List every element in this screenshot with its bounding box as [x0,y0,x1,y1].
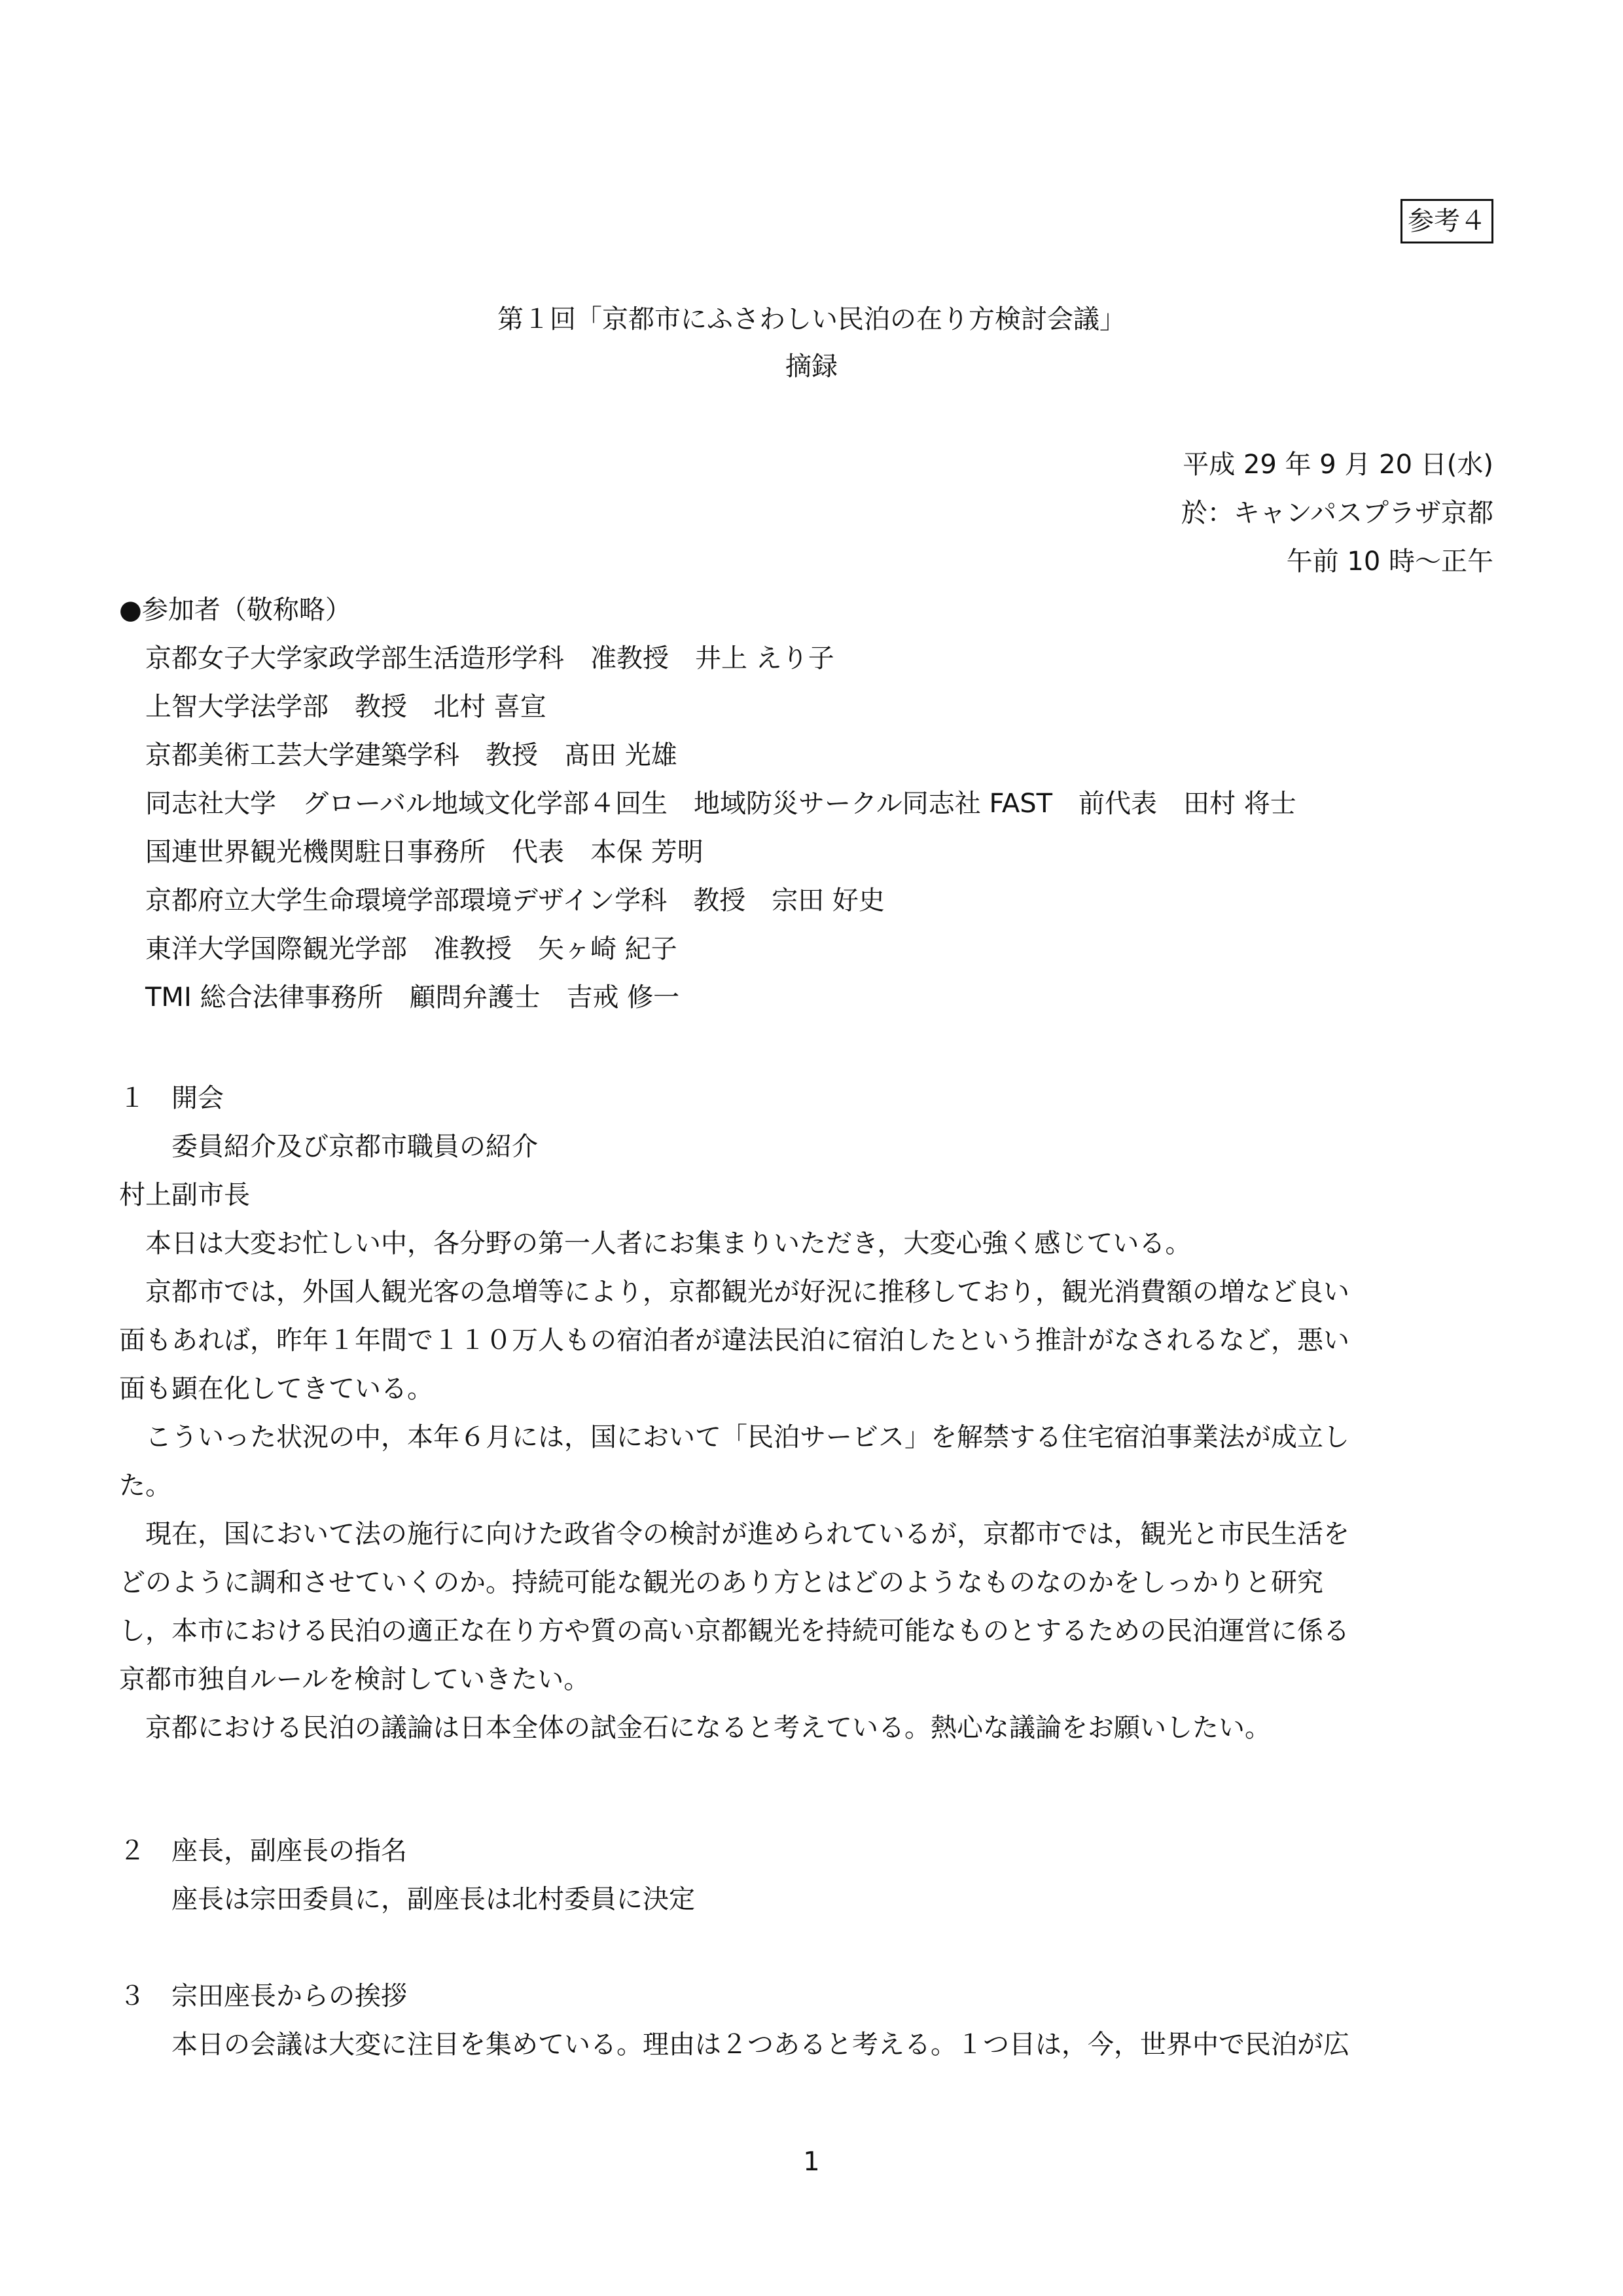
participant-item: 京都美術工芸大学建築学科 教授 髙田 光雄 [145,740,677,770]
participant-item: 国連世界観光機関駐日事務所 代表 本保 芳明 [145,837,704,867]
participants-list [145,635,1296,1022]
section-1-body [119,1220,1349,1753]
meeting-time: 午前 10 時～正午 [1286,547,1493,577]
section-3-heading: ３ 宗田座長からの挨拶 [119,1981,407,2011]
body-line: 京都市独自ルールを検討していきたい。 [119,1664,590,1695]
participants-heading: ●参加者（敬称略） [119,595,351,625]
meeting-place: 於：キャンパスプラザ京都 [1181,498,1493,528]
participant-item: TMI 総合法律事務所 顧問弁護士 吉戒 修一 [145,982,680,1013]
body-line: 京都における民泊の議論は日本全体の試金石になると考えている。熱心な議論をお願いしたい。 [145,1713,1271,1743]
document-subtitle: 摘録 [785,351,838,382]
body-line: し，本市における民泊の適正な在り方や質の高い京都観光を持続可能なものとするための民泊運営に係る [119,1616,1349,1646]
meeting-date: 平成 29 年 9 月 20 日(水) [1183,450,1493,480]
section-1-heading: １ 開会 [119,1083,224,1113]
body-line: 面も顕在化してきている。 [119,1374,433,1404]
body-line: 京都市では，外国人観光客の急増等により，京都観光が好況に推移しており，観光消費額の増など良い [145,1277,1349,1307]
section-2-heading: ２ 座長，副座長の指名 [119,1836,407,1866]
body-line: 本日は大変お忙しい中，各分野の第一人者にお集まりいただき，大変心強く感じている。 [145,1229,1192,1259]
section-3-body: 本日の会議は大変に注目を集めている。理由は２つあると考える。１つ目は，今，世界中で民泊が広 [171,2030,1349,2060]
participant-item: 京都女子大学家政学部生活造形学科 准教授 井上 えり子 [145,643,834,673]
reference-label: 参考４ [1400,199,1493,243]
body-line: た。 [119,1471,171,1501]
page-number: 1 [803,2147,820,2177]
body-line: 面もあれば，昨年１年間で１１０万人もの宿泊者が違法民泊に宿泊したという推計がなされるなど，悪い [119,1325,1349,1355]
document-title: 第１回「京都市にふさわしい民泊の在り方検討会議」 [497,304,1126,334]
section-2-body: 座長は宗田委員に，副座長は北村委員に決定 [171,1884,695,1914]
section-1-subheading: 委員紹介及び京都市職員の紹介 [171,1132,538,1162]
participant-item: 京都府立大学生命環境学部環境デザイン学科 教授 宗田 好史 [145,886,885,916]
participant-item: 同志社大学 グローバル地域文化学部４回生 地域防災サークル同志社 FAST 前代表 田村 将士 [145,789,1296,819]
speaker-name: 村上副市長 [119,1180,250,1210]
body-line: どのように調和させていくのか。持続可能な観光のあり方とはどのようなものなのかをしっかりと研究 [119,1568,1323,1598]
participant-item: 東洋大学国際観光学部 准教授 矢ヶ崎 紀子 [145,934,677,964]
body-line: こういった状況の中，本年６月には，国において「民泊サービス」を解禁する住宅宿泊事業法が成立し [145,1422,1349,1452]
participant-item: 上智大学法学部 教授 北村 喜宣 [145,692,546,722]
body-line: 現在，国において法の施行に向けた政省令の検討が進められているが，京都市では，観光と市民生活を [145,1519,1349,1549]
